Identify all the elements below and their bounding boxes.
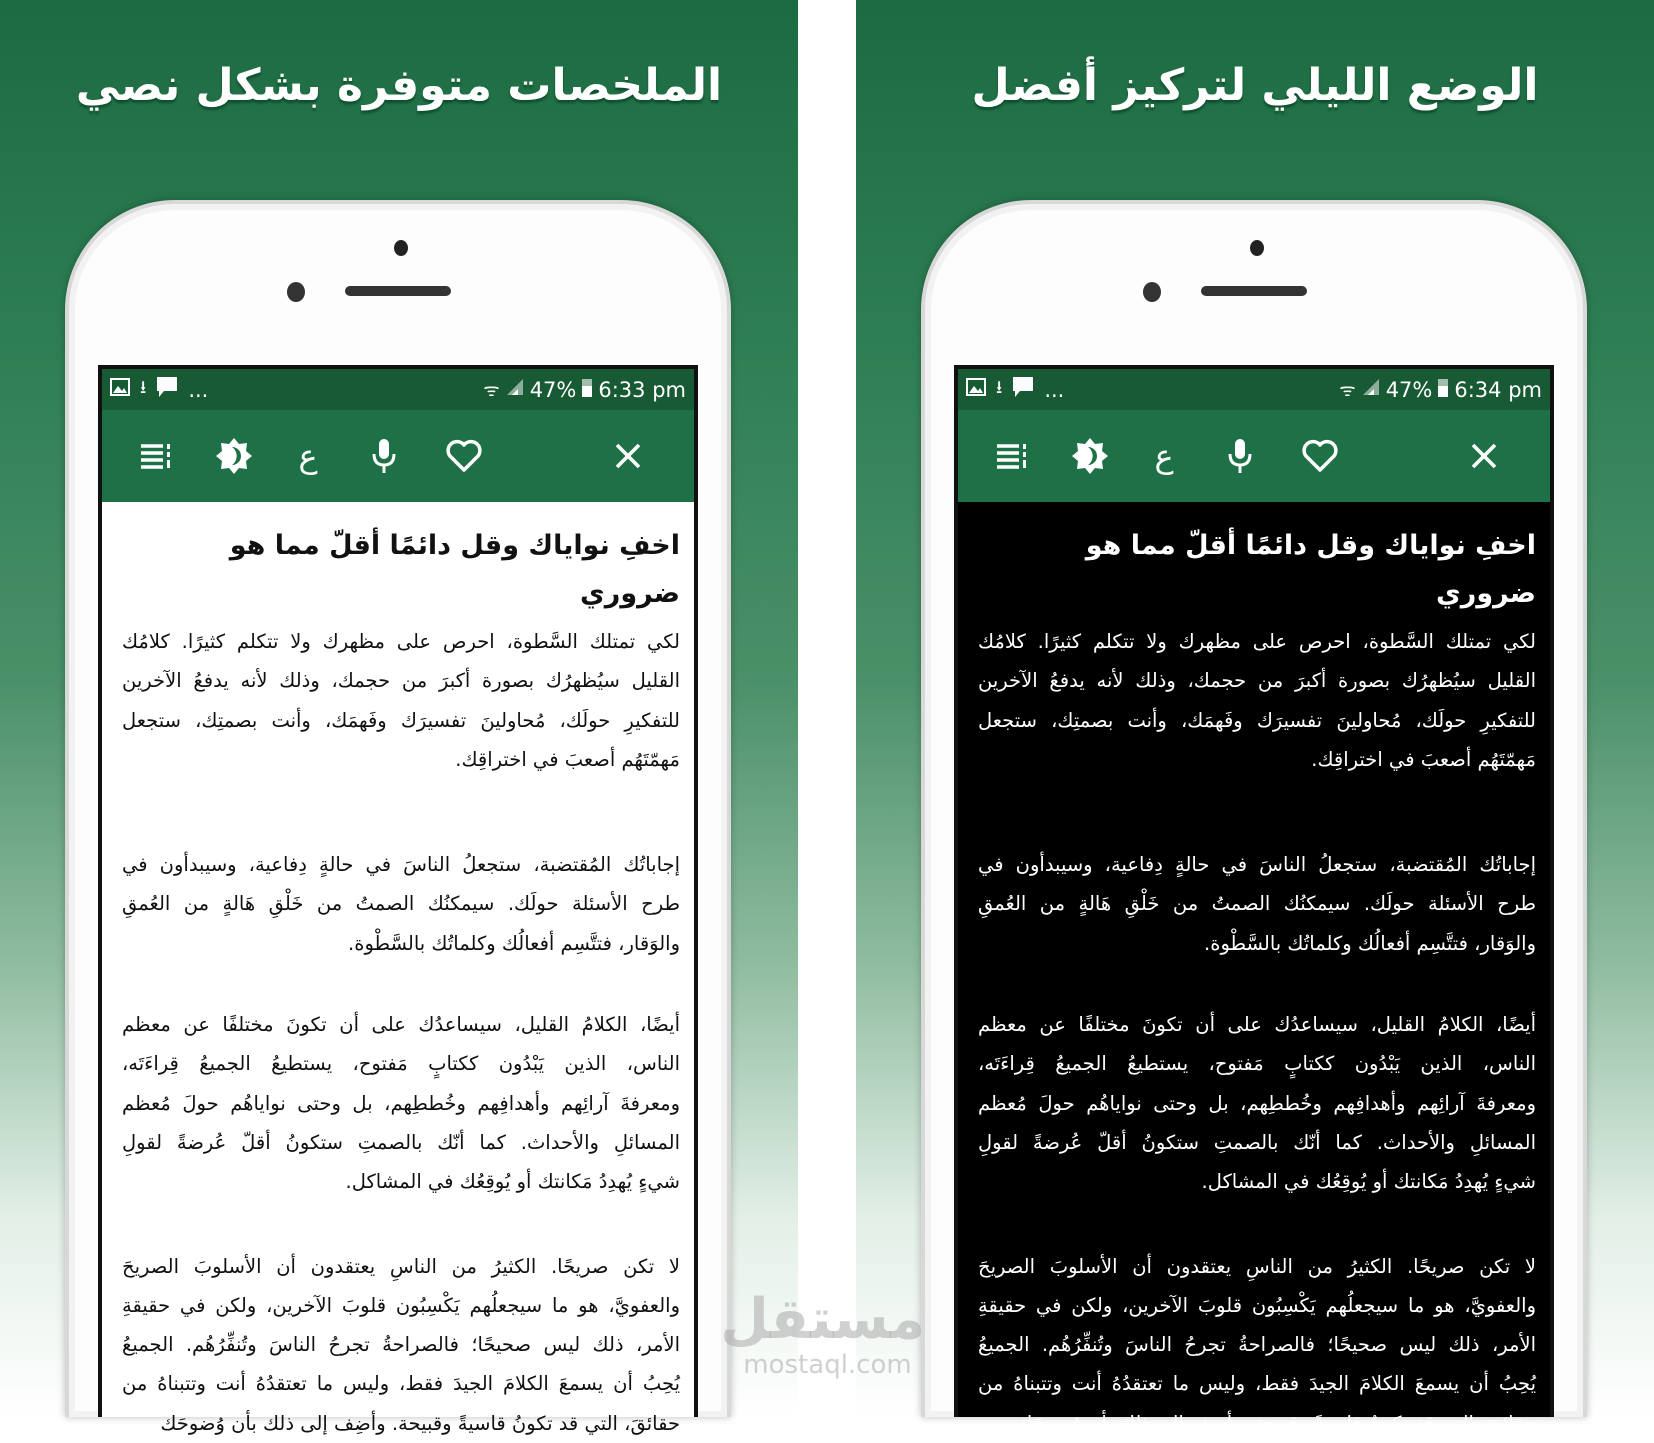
- article-heading: اخفِ نواياك وقل دائمًا أقلّ مما هو ضروري: [1085, 530, 1536, 609]
- earpiece-speaker: [1201, 286, 1307, 296]
- article-paragraph: [122, 1005, 680, 1201]
- paragraph-line: المسائلِ والأحداث. كما أنّك بالصمتِ ستكونُ أقلّ عُرضةً لقولِ: [122, 1130, 680, 1154]
- font-glyph: ع: [298, 437, 318, 475]
- article-paragraph: [122, 845, 680, 963]
- phone-mockup: [921, 200, 1587, 1435]
- paragraph-line: والعفويَّ، هو ما سيجعلُهم يَكْسِبُون قلوبَ الآخرين، ولكن في حقيقةِ: [122, 1293, 680, 1317]
- phone-screen: [954, 365, 1554, 1435]
- heart-icon[interactable]: [444, 436, 484, 476]
- paragraph-line: أيضًا، الكلامُ القليل، سيساعدُك على أن تكونَ مختلفًا عن معظم: [122, 1013, 680, 1037]
- paragraph-line: طرح الأسئلة حولَك. سيمكنُك الصمتُ من خَلْقِ هَالةٍ من العُمقِ: [978, 892, 1536, 916]
- paragraph-line: شيءٍ يُهدِدُ مَكانتك أو يُوقِعُك في المشاكل.: [345, 1170, 680, 1194]
- paragraph-line: حقائقَ، التي قد تكونُ قاسيةً وقبيحة. وأضِف إلى ذلك بأن وُضوحَك: [160, 1411, 680, 1435]
- message-icon: [156, 376, 178, 403]
- article-paragraph: [122, 1247, 680, 1443]
- message-icon: [1012, 376, 1034, 403]
- paragraph-line: المسائلِ والأحداث. كما أنّك بالصمتِ ستكونُ أقلّ عُرضةً لقولِ: [978, 1130, 1536, 1154]
- paragraph-line: طرح الأسئلة حولَك. سيمكنُك الصمتُ من خَلْقِ هَالةٍ من العُمقِ: [122, 892, 680, 916]
- phone-screen: [98, 365, 698, 1435]
- signal-icon: [506, 378, 524, 401]
- wifi-icon: ᯤ: [483, 379, 500, 401]
- wifi-icon: ᯤ: [1339, 379, 1356, 401]
- paragraph-line: شيءٍ يُهدِدُ مَكانتك أو يُوقِعُك في المشاكل.: [1201, 1170, 1536, 1194]
- battery-icon: [582, 377, 592, 402]
- paragraph-line: القليل سيُظهرُك بصورة أكبرَ من حجمك، وذلك لأنه يدفعُ الآخرين: [978, 669, 1536, 693]
- paragraph-line: ومعرفةَ آرائِهم وأهدافِهم وخُططِهم، بل وحتى نواياهُم حولَ مُعظم: [978, 1091, 1536, 1115]
- panel-text-summaries: [0, 0, 798, 1435]
- paragraph-line: يُحِبُ أن يسمعَ الكلامَ الجيدَ فقط، وليس ما تعتقدُهُ أنت وتتبناهُ من: [978, 1372, 1536, 1396]
- clock: 6:33 pm: [598, 377, 686, 402]
- paragraph-line: لكي تمتلك السَّطوة، احرص على مظهرك ولا تتكلم كثيرًا. كلامُك: [122, 630, 680, 653]
- reader-toolbar: [102, 410, 694, 502]
- summary-article: [102, 502, 694, 1443]
- more-notifications: ...: [1044, 377, 1065, 402]
- paragraph-line: الناس، الذين يَبْدُون ككتابٍ مَفتوح، يستطيعُ الجميعُ قِراءَتَه،: [122, 1052, 680, 1076]
- article-paragraph: [978, 1005, 1536, 1201]
- download-icon: ⭳: [996, 376, 1003, 398]
- clock: 6:34 pm: [1454, 377, 1542, 402]
- panel-night-mode: [856, 0, 1654, 1435]
- paragraph-line: والوَقار، فتتَّسِم أفعالُك وكلماتُك بالسَّطْوة.: [348, 931, 680, 955]
- paragraph-line: لا تكن صريحًا. الكثيرُ من الناسِ يعتقدون أن الأسلوبَ الصريحَ: [978, 1254, 1536, 1278]
- image-notification-icon: [110, 378, 130, 401]
- paragraph-line: لكي تمتلك السَّطوة، احرص على مظهرك ولا تتكلم كثيرًا. كلامُك: [978, 630, 1536, 653]
- watermark: [720, 1287, 925, 1380]
- paragraph-line: مَهمّتَهُم أصعبَ في اختراقِك.: [1311, 747, 1536, 771]
- paragraph-line: القليل سيُظهرُك بصورة أكبرَ من حجمك، وذلك لأنه يدفعُ الآخرين: [122, 669, 680, 693]
- font-icon[interactable]: [288, 436, 328, 476]
- paragraph-line: ومعرفةَ آرائِهم وأهدافِهم وخُططِهم، بل وحتى نواياهُم حولَ مُعظم: [122, 1091, 680, 1115]
- font-glyph: ع: [1154, 437, 1174, 475]
- article-paragraph: [978, 1247, 1536, 1443]
- download-icon: ⭳: [140, 376, 147, 398]
- article-paragraph: [978, 845, 1536, 963]
- earpiece-speaker: [345, 286, 451, 296]
- image-notification-icon: [966, 378, 986, 401]
- contents-list-icon[interactable]: [136, 436, 176, 476]
- paragraph-line: يُحِبُ أن يسمعَ الكلامَ الجيدَ فقط، وليس ما تعتقدُهُ أنت وتتبناهُ من: [122, 1372, 680, 1396]
- panel-title: الملخصات متوفرة بشكل نصي: [75, 60, 723, 111]
- paragraph-line: إجاباتُك المُقتضبة، ستجعلُ الناسَ في حالةٍ دِفاعية، وسيبدأون في: [122, 853, 680, 877]
- close-icon[interactable]: [1464, 436, 1504, 476]
- battery-percent: 47%: [529, 377, 577, 402]
- watermark-latin: mostaql.com: [743, 1350, 912, 1380]
- article-paragraph: [122, 622, 680, 779]
- front-camera: [287, 282, 305, 302]
- battery-percent: 47%: [1385, 377, 1433, 402]
- paragraph-line: أيضًا، الكلامُ القليل، سيساعدُك على أن تكونَ مختلفًا عن معظم: [978, 1013, 1536, 1037]
- paragraph-line: والوَقار، فتتَّسِم أفعالُك وكلماتُك بالسَّطْوة.: [1204, 931, 1536, 955]
- paragraph-line: مَهمّتَهُم أصعبَ في اختراقِك.: [455, 747, 680, 771]
- signal-icon: [1362, 378, 1380, 401]
- battery-icon: [1438, 377, 1448, 402]
- paragraph-line: حقائقَ، التي قد تكونُ قاسيةً وقبيحة. وأضِف إلى ذلك بأن وُضوحَك: [1016, 1411, 1536, 1435]
- more-notifications: ...: [188, 377, 209, 402]
- microphone-icon[interactable]: [1220, 436, 1260, 476]
- camera-dot: [1250, 240, 1264, 256]
- font-icon[interactable]: [1144, 436, 1184, 476]
- summary-article: [958, 502, 1550, 1443]
- article-paragraph: [978, 622, 1536, 779]
- status-bar: [958, 369, 1550, 410]
- front-camera: [1143, 282, 1161, 302]
- heart-icon[interactable]: [1300, 436, 1340, 476]
- paragraph-line: الناس، الذين يَبْدُون ككتابٍ مَفتوح، يستطيعُ الجميعُ قِراءَتَه،: [978, 1052, 1536, 1076]
- paragraph-line: والعفويَّ، هو ما سيجعلُهم يَكْسِبُون قلوبَ الآخرين، ولكن في حقيقةِ: [978, 1293, 1536, 1317]
- paragraph-line: الأمر، ذلك ليس صحيحًا؛ فالصراحةُ تجرحُ الناسَ وتُنفِّرُهُم. الجميعُ: [978, 1333, 1536, 1357]
- paragraph-line: لا تكن صريحًا. الكثيرُ من الناسِ يعتقدون أن الأسلوبَ الصريحَ: [122, 1254, 680, 1278]
- reader-toolbar: [958, 410, 1550, 502]
- panel-title: الوضع الليلي لتركيز أفضل: [971, 60, 1539, 111]
- paragraph-line: للتفكيرِ حولَك، مُحاولينَ تفسيرَك وفَهمَك، وأنت بصمتِك، ستجعل: [122, 708, 680, 732]
- contents-list-icon[interactable]: [992, 436, 1032, 476]
- close-icon[interactable]: [608, 436, 648, 476]
- status-bar: [102, 369, 694, 410]
- phone-mockup: [65, 200, 731, 1435]
- night-mode-icon[interactable]: [1070, 436, 1110, 476]
- paragraph-line: للتفكيرِ حولَك، مُحاولينَ تفسيرَك وفَهمَك، وأنت بصمتِك، ستجعل: [978, 708, 1536, 732]
- article-heading: اخفِ نواياك وقل دائمًا أقلّ مما هو ضروري: [229, 530, 680, 609]
- camera-dot: [394, 240, 408, 256]
- microphone-icon[interactable]: [364, 436, 404, 476]
- paragraph-line: إجاباتُك المُقتضبة، ستجعلُ الناسَ في حالةٍ دِفاعية، وسيبدأون في: [978, 853, 1536, 877]
- night-mode-icon[interactable]: [214, 436, 254, 476]
- watermark-arabic: مستقل: [720, 1287, 925, 1352]
- paragraph-line: الأمر، ذلك ليس صحيحًا؛ فالصراحةُ تجرحُ الناسَ وتُنفِّرُهُم. الجميعُ: [122, 1333, 680, 1357]
